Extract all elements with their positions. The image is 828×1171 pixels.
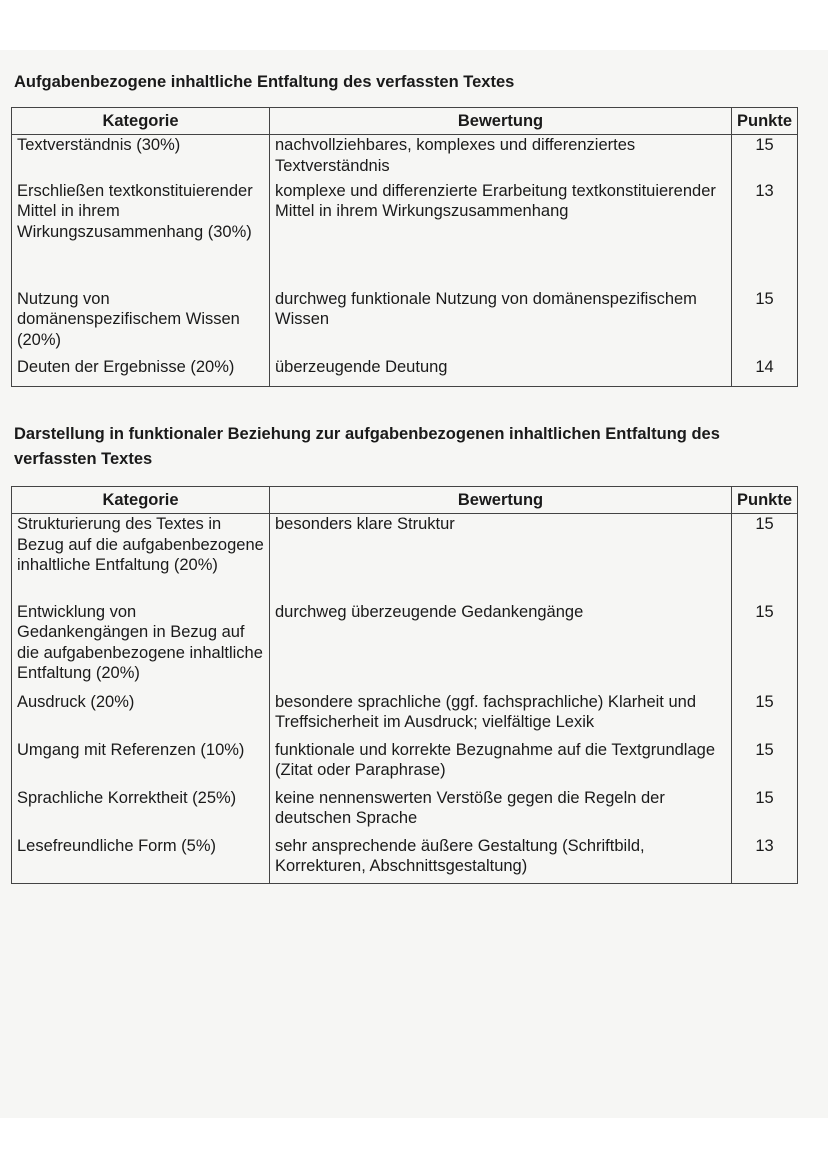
row-kategorie: Entwicklung von Gedankengängen in Bezug auf die aufgabenbezogene inhaltliche Entfaltung (20%) [12,602,270,692]
row-bewertung: keine nennenswerten Verstöße gegen die Regeln der deutschen Sprache [270,788,732,836]
table-row [12,740,798,788]
table-row [12,836,798,884]
row-bewertung: überzeugende Deutung [270,357,732,387]
row-punkte: 15 [732,692,798,740]
table-row [12,602,798,692]
header-punkte: Punkte [732,487,798,514]
row-kategorie: Ausdruck (20%) [12,692,270,740]
row-kategorie: Umgang mit Referenzen (10%) [12,740,270,788]
row-punkte: 14 [732,357,798,387]
header-punkte: Punkte [732,108,798,135]
row-bewertung: komplexe und differenzierte Erarbeitung textkonstituierender Mittel in ihrem Wirkungszusammenhang [270,181,732,289]
row-punkte: 13 [732,836,798,884]
row-kategorie: Deuten der Ergebnisse (20%) [12,357,270,387]
table-row [12,181,798,289]
grading-table-1 [11,107,798,387]
row-kategorie: Lesefreundliche Form (5%) [12,836,270,884]
table-row [12,514,798,602]
row-punkte: 15 [732,602,798,692]
grading-table-2 [11,486,798,884]
row-punkte: 15 [732,135,798,181]
table-header-row [12,108,798,135]
row-bewertung: besondere sprachliche (ggf. fachsprachliche) Klarheit und Treffsicherheit im Ausdruck; vielfältige Lexik [270,692,732,740]
row-bewertung: besonders klare Struktur [270,514,732,602]
row-kategorie: Strukturierung des Textes in Bezug auf die aufgabenbezogene inhaltliche Entfaltung (20%) [12,514,270,602]
row-kategorie: Nutzung von domänenspezifischem Wissen (20%) [12,289,270,357]
row-punkte: 15 [732,788,798,836]
table-row [12,135,798,181]
header-bewertung: Bewertung [270,487,732,514]
section-2-title: Darstellung in funktionaler Beziehung zur aufgabenbezogenen inhaltlichen Entfaltung des verfassten Textes [14,425,720,468]
row-punkte: 15 [732,289,798,357]
section-1-title: Aufgabenbezogene inhaltliche Entfaltung des verfassten Textes [14,73,515,91]
row-bewertung: durchweg funktionale Nutzung von domänenspezifischem Wissen [270,289,732,357]
header-kategorie: Kategorie [12,487,270,514]
row-kategorie: Erschließen textkonstituierender Mittel in ihrem Wirkungszusammenhang (30%) [12,181,270,289]
table-row [12,692,798,740]
row-punkte: 13 [732,181,798,289]
header-bewertung: Bewertung [270,108,732,135]
table-row [12,788,798,836]
row-kategorie: Textverständnis (30%) [12,135,270,181]
row-bewertung: funktionale und korrekte Bezugnahme auf die Textgrundlage (Zitat oder Paraphrase) [270,740,732,788]
row-punkte: 15 [732,740,798,788]
row-bewertung: nachvollziehbares, komplexes und differenziertes Textverständnis [270,135,732,181]
row-punkte: 15 [732,514,798,602]
table-row [12,289,798,357]
row-bewertung: sehr ansprechende äußere Gestaltung (Schriftbild, Korrekturen, Abschnittsgestaltung) [270,836,732,884]
table-header-row [12,487,798,514]
row-bewertung: durchweg überzeugende Gedankengänge [270,602,732,692]
row-kategorie: Sprachliche Korrektheit (25%) [12,788,270,836]
header-kategorie: Kategorie [12,108,270,135]
table-row [12,357,798,387]
